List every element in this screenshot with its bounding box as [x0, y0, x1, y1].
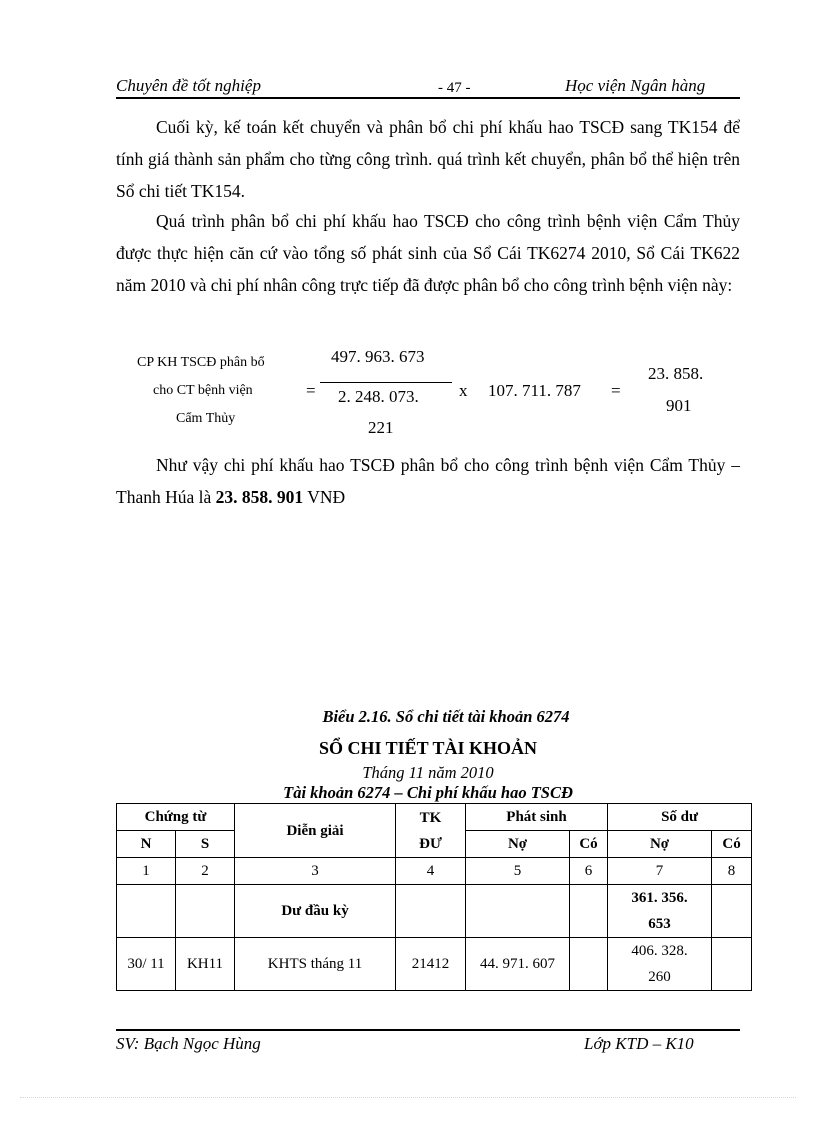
row-date: 30/ 11	[117, 938, 176, 991]
formula-result-1: 23. 858.	[648, 364, 704, 383]
col-num-1: 1	[117, 858, 176, 885]
footer-right: Lớp KTD – K10	[584, 1034, 694, 1053]
header-n: N	[117, 831, 176, 858]
table-header-row-1	[117, 804, 752, 831]
formula-numerator: 497. 963. 673	[331, 347, 425, 366]
header-credit: Có	[570, 831, 608, 858]
header-arising: Phát sinh	[466, 804, 608, 831]
formula-equals-1: =	[306, 381, 316, 400]
paragraph-2: Quá trình phân bổ chi phí khấu hao TSCĐ cho công trình bệnh viện Cẩm Thủy được thực hiện căn cứ vào tổng số phát sinh của Sổ Cái TK6274 2010, Sổ Cái TK622 năm 2010 và chi phí nhân công trực tiếp đã được phân bổ cho công trình bệnh viện này:	[116, 211, 740, 295]
formula-result-2: 901	[666, 396, 692, 415]
fraction-bar	[320, 382, 452, 383]
row-balance	[608, 938, 712, 991]
col-num-2: 2	[176, 858, 235, 885]
footer-left: SV: Bạch Ngọc Hùng	[116, 1034, 261, 1053]
row-balance-1: 406. 328.	[631, 943, 688, 959]
ledger-period: Tháng 11 năm 2010	[362, 763, 494, 782]
ledger-account: Tài khoản 6274 – Chi phí khấu hao TSCĐ	[283, 783, 573, 802]
formula-denominator-1: 2. 248. 073.	[338, 387, 419, 406]
row-description: KHTS tháng 11	[235, 938, 396, 991]
header-balance: Số dư	[608, 804, 752, 831]
header-description: Diễn giải	[235, 804, 396, 858]
header-balance-debit: Nợ	[608, 831, 712, 858]
formula-equals-2: =	[611, 381, 621, 400]
opening-balance	[608, 885, 712, 938]
header-counter-account	[396, 804, 466, 858]
opening-balance-1: 361. 356.	[631, 890, 688, 906]
col-num-4: 4	[396, 858, 466, 885]
ledger-title: SỔ CHI TIẾT TÀI KHOẢN	[318, 738, 538, 758]
formula-times: x	[459, 381, 468, 400]
col-num-7: 7	[608, 858, 712, 885]
row-balance-2: 260	[648, 969, 671, 985]
header-rule	[116, 97, 740, 99]
row-voucher: KH11	[176, 938, 235, 991]
row-debit: 44. 971. 607	[466, 938, 570, 991]
formula-denominator-2: 221	[368, 418, 394, 437]
row-credit	[570, 938, 608, 991]
header-du: ĐƯ	[419, 835, 442, 852]
allocated-amount: 23. 858. 901	[215, 487, 304, 507]
footer-rule	[116, 1029, 740, 1031]
table-row	[117, 938, 752, 991]
opening-balance-2: 653	[648, 916, 671, 932]
col-num-3: 3	[235, 858, 396, 885]
header-balance-credit: Có	[712, 831, 752, 858]
row-account: 21412	[396, 938, 466, 991]
conclusion-text: Như vậy chi phí khấu hao TSCĐ phân bổ cho công trình bệnh viện Cẩm Thủy – Thanh Húa là	[116, 455, 740, 507]
row-balance-credit	[712, 938, 752, 991]
header-voucher: Chứng từ	[117, 804, 235, 831]
opening-balance-row	[117, 885, 752, 938]
page-number: - 47 -	[438, 80, 471, 96]
currency: VNĐ	[307, 487, 346, 507]
formula-label-1: CP KH TSCĐ phân bổ	[137, 355, 265, 370]
paragraph-1: Cuối kỳ, kế toán kết chuyển và phân bổ chi phí khấu hao TSCĐ sang TK154 để tính giá thành sản phẩm cho từng công trình. quá trình kết chuyển, phân bổ thể hiện trên Sổ chi tiết TK154.	[116, 117, 740, 201]
header-right: Học viện Ngân hàng	[565, 76, 706, 95]
page-edge-divider	[20, 1097, 796, 1098]
formula-multiplier: 107. 711. 787	[488, 381, 581, 400]
header-s: S	[176, 831, 235, 858]
header-debit: Nợ	[466, 831, 570, 858]
opening-label: Dư đầu kỳ	[235, 885, 396, 938]
header-left: Chuyên đề tốt nghiệp	[116, 76, 261, 95]
ledger-table	[116, 803, 752, 991]
column-number-row	[117, 858, 752, 885]
col-num-6: 6	[570, 858, 608, 885]
header-tk: TK	[419, 809, 442, 826]
formula-label-3: Cẩm Thủy	[176, 411, 236, 426]
exhibit-caption: Biểu 2.16. Sổ chi tiết tài khoản 6274	[322, 707, 570, 726]
paragraph-3	[116, 449, 740, 513]
col-num-8: 8	[712, 858, 752, 885]
formula-label-2: cho CT bệnh viện	[153, 383, 253, 398]
col-num-5: 5	[466, 858, 570, 885]
